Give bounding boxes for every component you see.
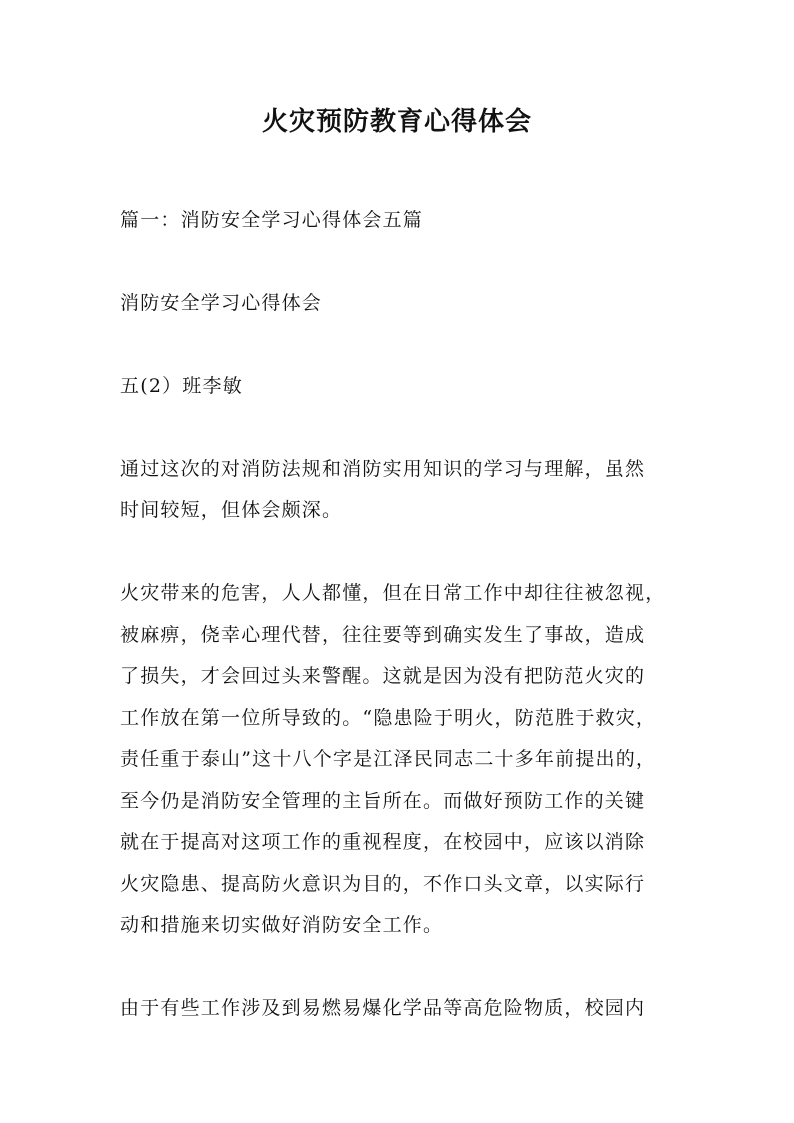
paragraph-line: 了损失，才会回过头来警醒。这就是因为没有把防范火灾的 <box>120 665 646 687</box>
paragraph-line: 至今仍是消防安全管理的主旨所在。而做好预防工作的关键 <box>120 790 646 812</box>
paragraph-line: 时间较短，但体会颇深。 <box>120 499 343 521</box>
author-line: 五(2）班李敏 <box>120 375 243 397</box>
paragraph-line: 由于有些工作涉及到易燃易爆化学品等高危险物质，校园内 <box>120 997 646 1019</box>
paragraph-line: 火灾隐患、提高防火意识为目的，不作口头文章，以实际行 <box>120 873 646 895</box>
paragraph-line: 动和措施来切实做好消防安全工作。 <box>120 914 444 936</box>
paragraph-line: 通过这次的对消防法规和消防实用知识的学习与理解，虽然 <box>120 458 646 480</box>
paragraph-line: 被麻痹，侥幸心理代替，往往要等到确实发生了事故，造成 <box>120 624 646 646</box>
section-heading: 篇一：消防安全学习心得体会五篇 <box>120 209 424 231</box>
paragraph-line: 就在于提高对这项工作的重视程度，在校园中，应该以消除 <box>120 831 646 853</box>
subheading: 消防安全学习心得体会 <box>120 292 323 314</box>
paragraph-line: 工作放在第一位所导致的。“隐患险于明火，防范胜于救灾， <box>120 707 657 729</box>
paragraph-line: 责任重于泰山”这十八个字是江泽民同志二十多年前提出的， <box>120 748 657 770</box>
document-title: 火灾预防教育心得体会 <box>261 107 532 137</box>
paragraph-line: 火灾带来的危害，人人都懂，但在日常工作中却往往被忽视， <box>120 582 666 604</box>
